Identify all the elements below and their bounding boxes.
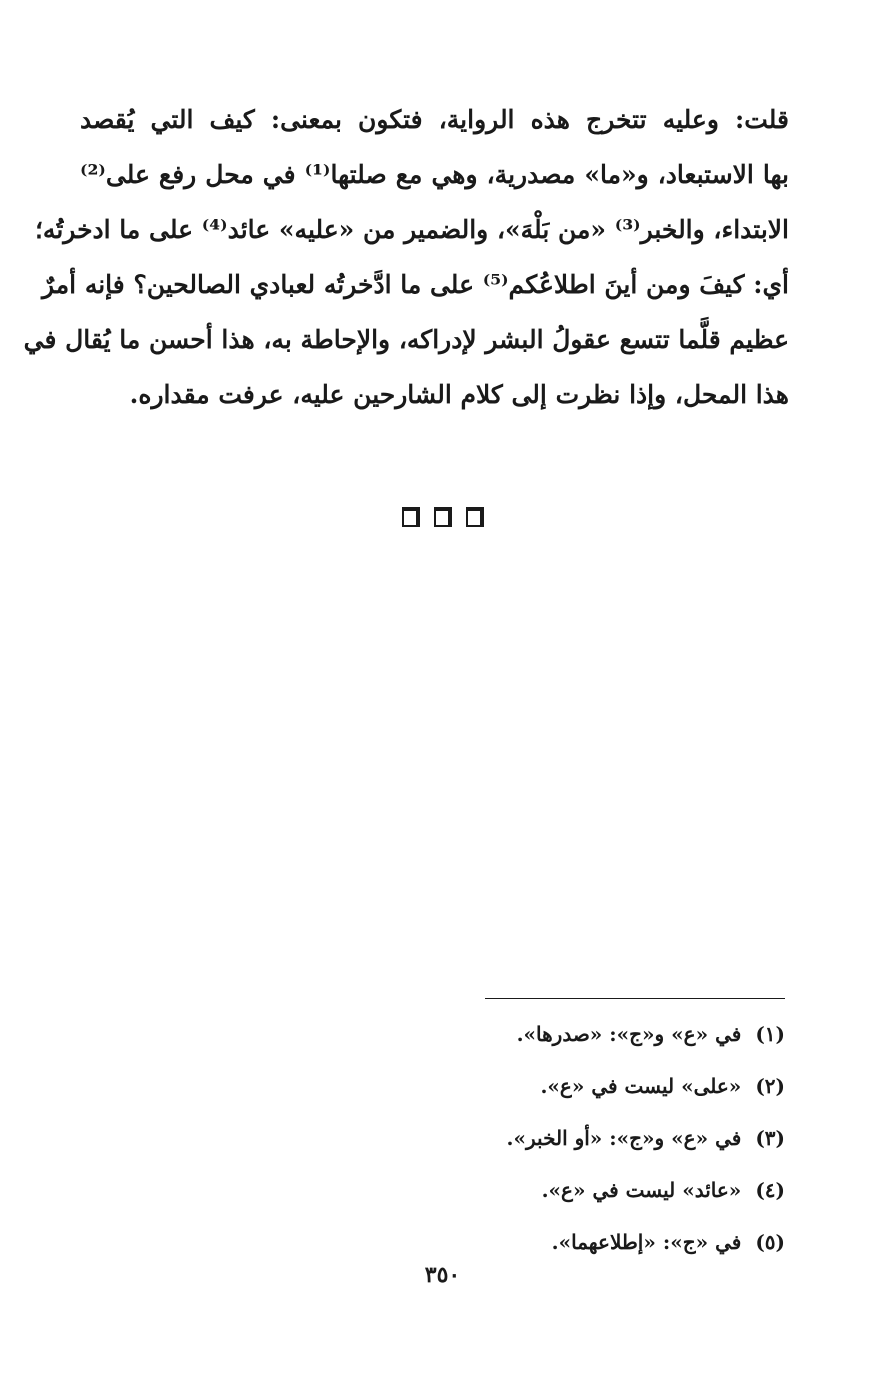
footnote-text: في «ع» و«ج»: «أو الخبر». bbox=[506, 1126, 742, 1150]
footnote-number: (٣) bbox=[755, 1126, 785, 1150]
footnote-number: (٤) bbox=[755, 1178, 785, 1202]
footnote-number: (٥) bbox=[755, 1230, 785, 1254]
footnote-number: (١) bbox=[755, 1022, 785, 1046]
square-ornament-icon bbox=[434, 507, 452, 527]
footnote-item bbox=[385, 1172, 785, 1224]
footnote-text: «على» ليست في «ع». bbox=[540, 1074, 742, 1098]
footnote-number: (٢) bbox=[755, 1074, 785, 1098]
body-line: أي: كيفَ ومن أينَ اطلاعُكم⁽⁵⁾ على ما ادَّخرتُه لعبادي الصالحين؟ فإنه أمرٌ bbox=[41, 270, 789, 299]
page-number: ٣٥٠ bbox=[424, 1262, 461, 1288]
square-ornament-icon bbox=[466, 507, 484, 527]
body-line: الابتداء، والخبر⁽³⁾ «من بَلْهَ»، والضمير من «عليه» عائد⁽⁴⁾ على ما ادخرتُه؛ bbox=[34, 215, 789, 244]
footnote-text: في «ع» و«ج»: «صدرها». bbox=[516, 1022, 742, 1046]
footnote-item bbox=[385, 1120, 785, 1172]
footnote-divider bbox=[485, 998, 785, 999]
main-paragraph bbox=[23, 92, 789, 422]
body-line: قلت: وعليه تتخرج هذه الرواية، فتكون بمعنى: كيف التي يُقصد bbox=[80, 105, 789, 134]
footnote-item bbox=[385, 1068, 785, 1120]
footnote-text: «عائد» ليست في «ع». bbox=[541, 1178, 742, 1202]
body-line: هذا المحل، وإذا نظرت إلى كلام الشارحين عليه، عرفت مقداره. bbox=[129, 380, 789, 409]
body-line: عظيم قلَّما تتسع عقولُ البشر لإدراكه، والإحاطة به، هذا أحسن ما يُقال في bbox=[23, 325, 789, 354]
footnote-text: في «ج»: «إطلاعهما». bbox=[551, 1230, 742, 1254]
footnotes-list bbox=[385, 1016, 785, 1276]
body-line: بها الاستبعاد، و«ما» مصدرية، وهي مع صلتها⁽¹⁾ في محل رفع على⁽²⁾ bbox=[80, 160, 789, 189]
section-separator bbox=[0, 507, 885, 527]
footnote-item bbox=[385, 1016, 785, 1068]
square-ornament-icon bbox=[402, 507, 420, 527]
